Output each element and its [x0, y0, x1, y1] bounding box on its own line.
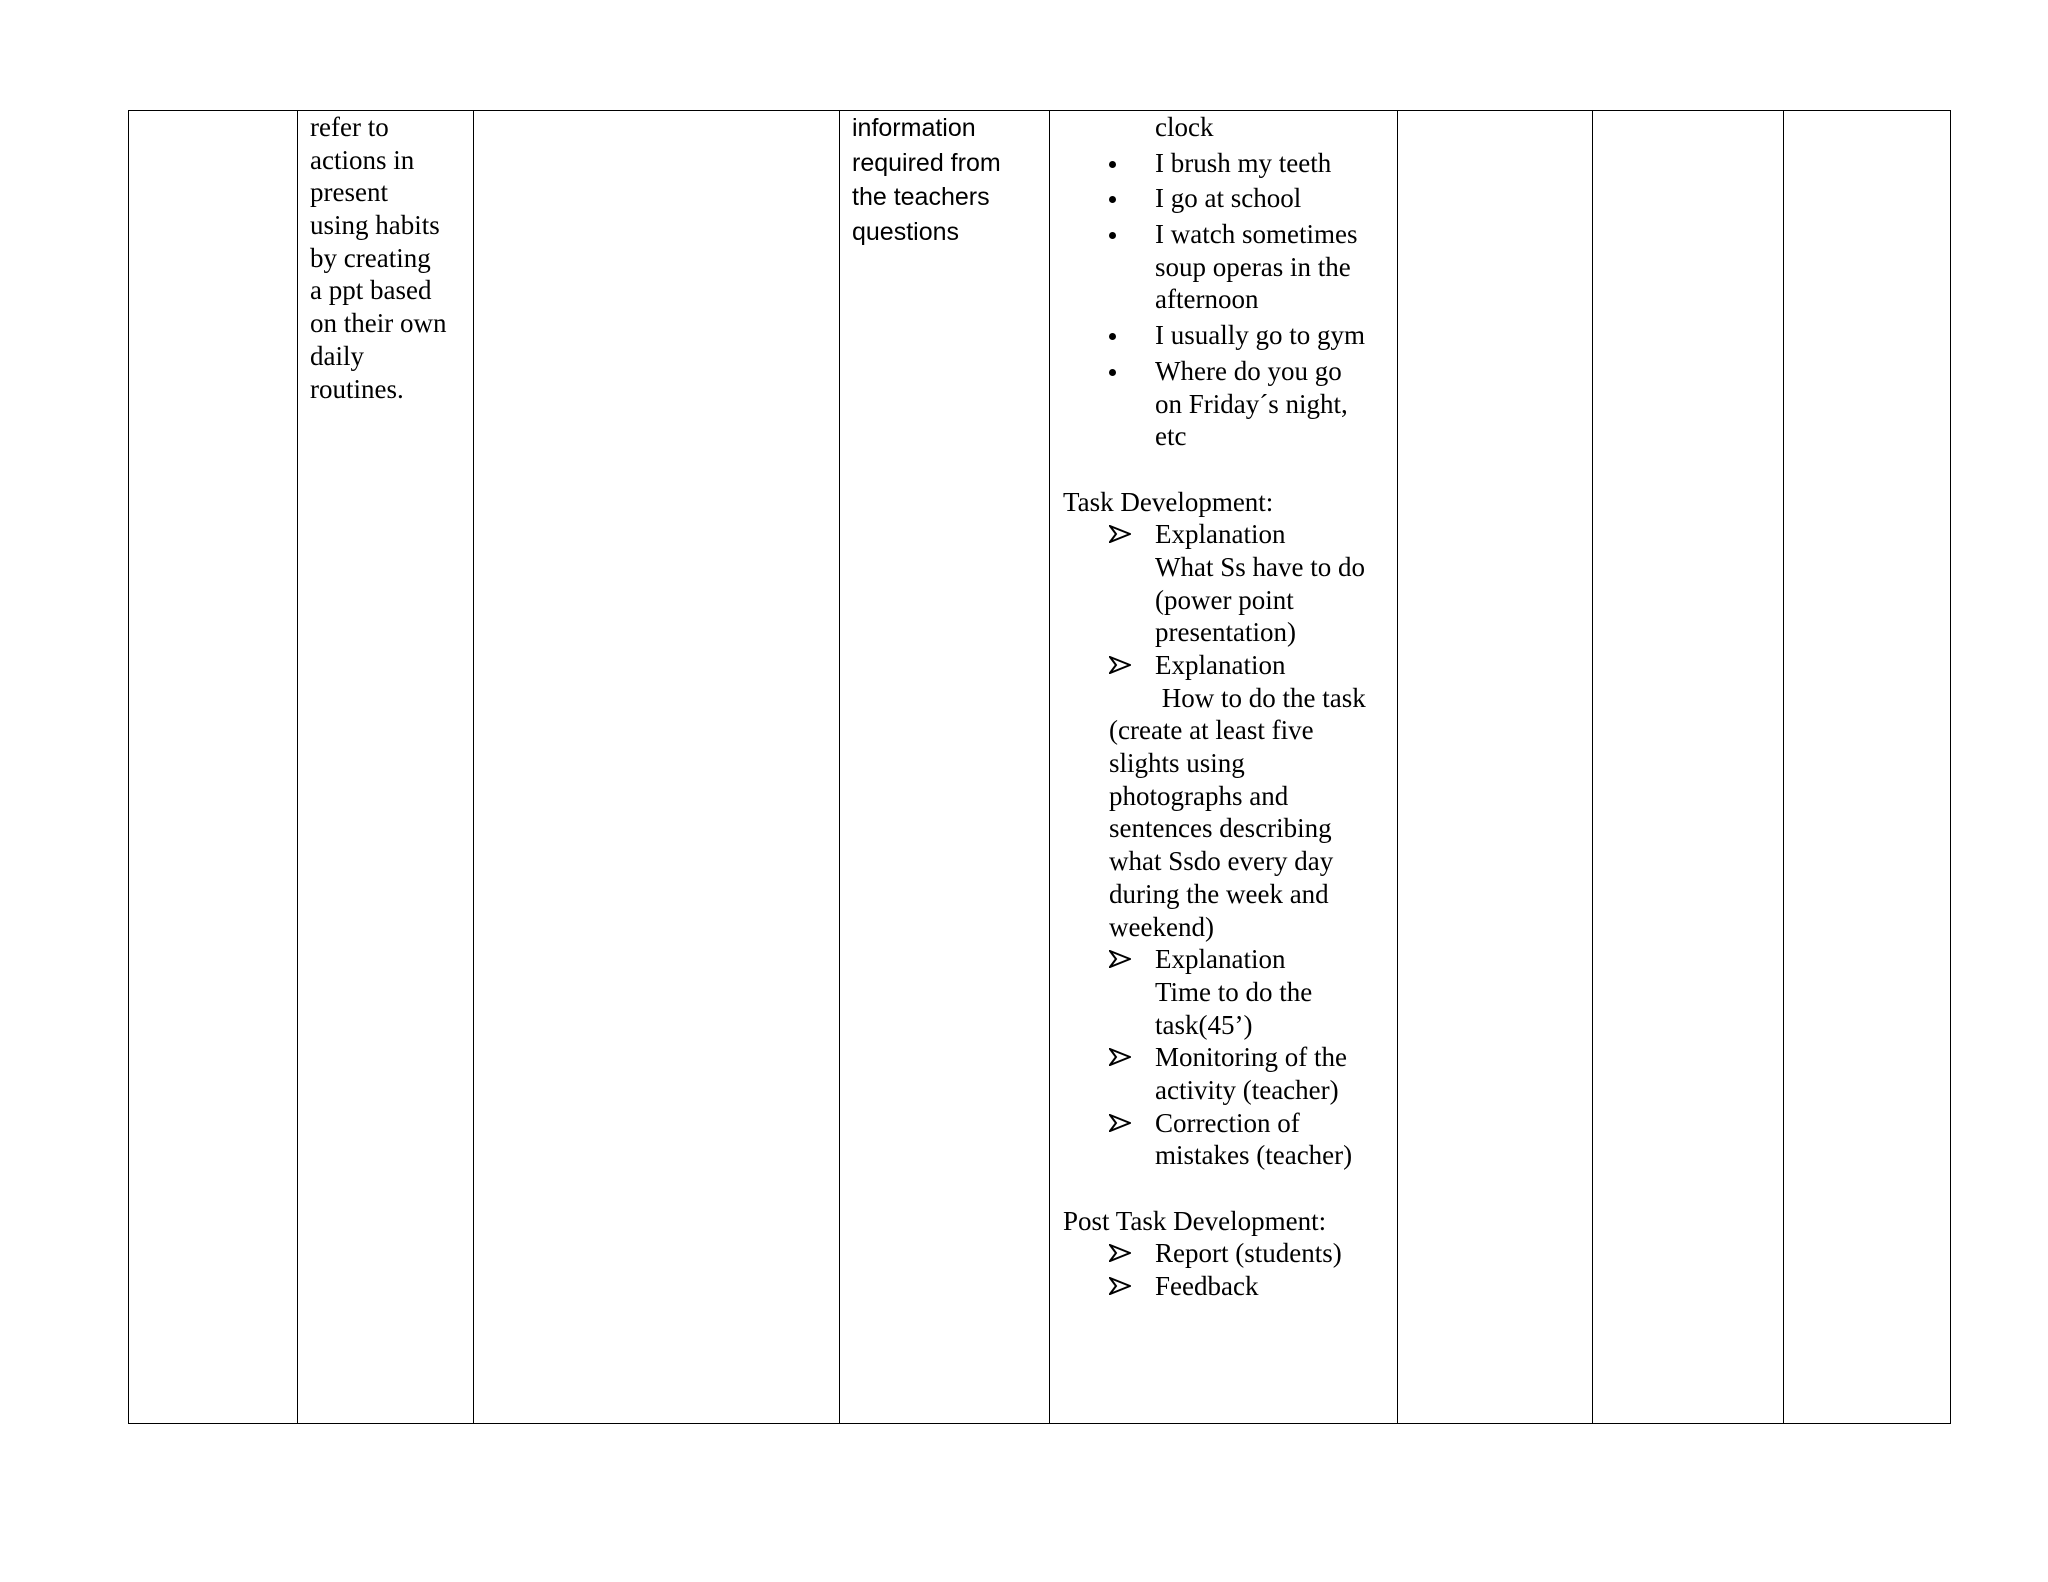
arrow-item-continuation: presentation) — [1155, 617, 1296, 648]
objective-line: a ppt based — [310, 275, 432, 306]
objective-line: on their own — [310, 308, 447, 339]
arrow-item-continuation: How to do the task — [1155, 682, 1366, 713]
paragraph-line: photographs and — [1109, 780, 1289, 811]
paragraph-line: what Ssdo every day — [1109, 846, 1334, 877]
bullet-dot-icon — [1109, 161, 1116, 168]
arrow-item: Explanation — [1063, 649, 1393, 682]
bullet-item: I usually go to gym — [1063, 319, 1393, 352]
objective-line: by creating — [310, 242, 431, 273]
arrow-bullet-icon — [1109, 525, 1131, 543]
arrow-item-continuation: What Ss have to do — [1155, 551, 1365, 582]
paragraph-line: during the week and — [1109, 878, 1329, 909]
arrow-bullet-icon — [1109, 950, 1131, 968]
objective-line: actions in — [310, 144, 415, 175]
column-divider — [1783, 111, 1784, 1423]
bullet-dot-icon — [1109, 369, 1116, 376]
information-line: information — [852, 114, 976, 142]
information-line: required from — [852, 148, 1001, 177]
task-development-heading: Task Development: — [1063, 486, 1274, 517]
objective-line: using habits — [310, 210, 440, 241]
column-divider — [1049, 111, 1050, 1423]
continuation-text: clock — [1155, 112, 1214, 142]
arrow-item: Explanation — [1063, 518, 1393, 551]
arrow-item-continuation: task(45’) — [1155, 1009, 1253, 1040]
objective-line: routines. — [310, 373, 404, 404]
arrow-bullet-icon — [1109, 1048, 1131, 1066]
lesson-plan-table — [128, 110, 1951, 1424]
arrow-bullet-icon — [1109, 1244, 1131, 1262]
bullet-item: I brush my teeth — [1063, 147, 1393, 180]
column-divider — [297, 111, 298, 1423]
paragraph-line: slights using — [1109, 748, 1245, 779]
objective-line: daily — [310, 340, 364, 371]
column-divider — [1592, 111, 1593, 1423]
procedure-line — [1063, 111, 1393, 144]
information-line: the teachers — [852, 183, 990, 211]
bullet-item: I go at school — [1063, 182, 1393, 215]
post-task-heading: Post Task Development: — [1063, 1205, 1327, 1236]
arrow-item: Monitoring of the — [1063, 1041, 1393, 1074]
arrow-bullet-icon — [1109, 1114, 1131, 1132]
arrow-item-continuation: (power point — [1155, 584, 1294, 615]
bullet-continuation: etc — [1155, 421, 1187, 452]
spacer — [1063, 453, 1393, 486]
objective-line: refer to — [310, 112, 389, 142]
arrow-bullet-icon — [1109, 1277, 1131, 1295]
arrow-item: Explanation — [1063, 943, 1393, 976]
bullet-continuation: afternoon — [1155, 284, 1259, 315]
arrow-item-continuation: mistakes (teacher) — [1155, 1140, 1353, 1171]
bullet-item: I watch sometimes — [1063, 218, 1393, 251]
bullet-dot-icon — [1109, 333, 1116, 340]
arrow-item: Correction of — [1063, 1107, 1393, 1140]
spacer — [1063, 1172, 1393, 1205]
bullet-item: Where do you go — [1063, 355, 1393, 388]
bullet-dot-icon — [1109, 232, 1116, 239]
information-cell — [852, 111, 1001, 249]
paragraph-line: sentences describing — [1109, 813, 1332, 844]
arrow-item-continuation: activity (teacher) — [1155, 1074, 1339, 1105]
arrow-item-continuation: Time to do the — [1155, 976, 1313, 1007]
paragraph-line: weekend) — [1109, 911, 1214, 942]
objective-line: present — [310, 177, 388, 208]
procedure-cell — [1063, 111, 1393, 1303]
paragraph-line: (create at least five — [1109, 715, 1314, 746]
column-divider — [839, 111, 840, 1423]
column-divider — [473, 111, 474, 1423]
bullet-continuation: soup operas in the — [1155, 251, 1351, 282]
arrow-item: Feedback — [1063, 1270, 1393, 1303]
objective-cell — [310, 111, 446, 405]
information-line: questions — [852, 217, 960, 246]
bullet-continuation: on Friday´s night, — [1155, 388, 1348, 419]
arrow-bullet-icon — [1109, 656, 1131, 674]
arrow-item: Report (students) — [1063, 1237, 1393, 1270]
column-divider — [1397, 111, 1398, 1423]
bullet-dot-icon — [1109, 196, 1116, 203]
